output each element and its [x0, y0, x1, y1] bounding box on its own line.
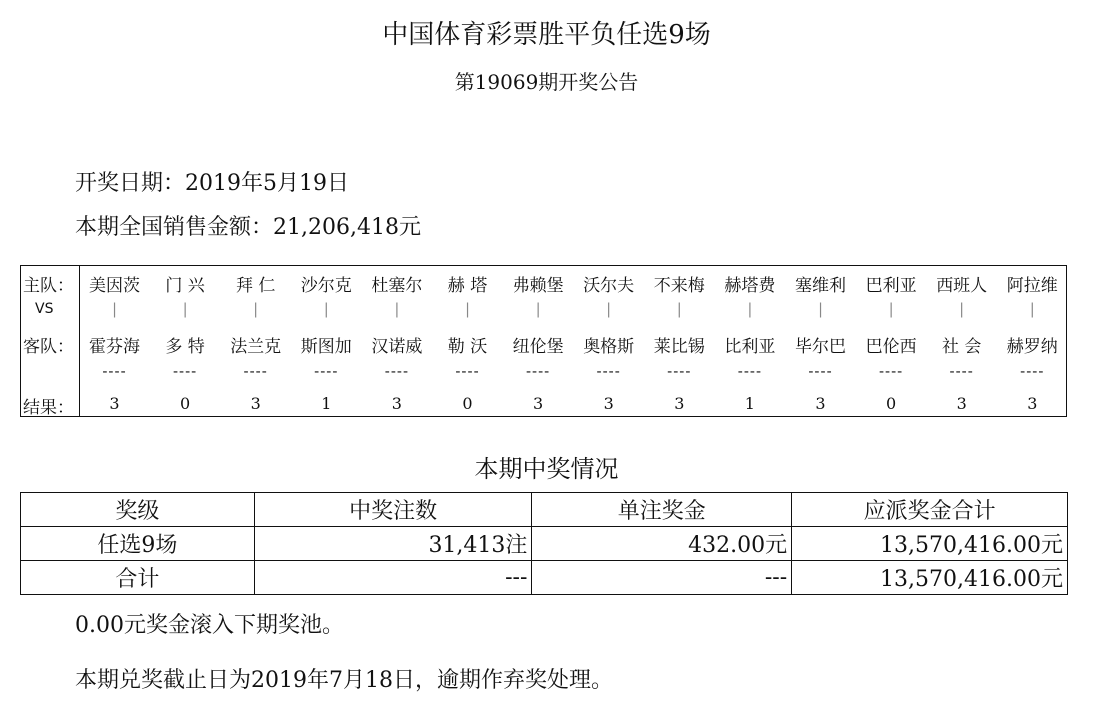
away-team-name: 赫罗纳 [1006, 337, 1058, 357]
home-team-name: 不来梅 [653, 276, 705, 296]
match-column [785, 266, 856, 416]
dash-separator: ---- [737, 362, 763, 380]
home-team-name: 门 兴 [165, 276, 205, 296]
away-team-label: 客队： [23, 337, 74, 357]
vs-separator: | [182, 300, 188, 318]
away-team-name: 法兰克 [230, 337, 282, 357]
issue-subtitle: 第19069期开奖公告 [454, 70, 639, 94]
match-column [856, 266, 927, 416]
vs-separator: | [676, 300, 682, 318]
home-team-name: 西班人 [936, 276, 988, 296]
header-prize-per-bet: 单注奖金 [532, 493, 792, 527]
total-payout-cell: 13,570,416.00元 [792, 527, 1068, 561]
vs-separator: | [606, 300, 612, 318]
vs-separator: | [1029, 300, 1035, 318]
away-team-name: 巴伦西 [865, 337, 917, 357]
vs-separator: | [817, 300, 824, 318]
dash-separator: ---- [878, 362, 904, 380]
away-team-name: 毕尔巴 [795, 337, 846, 357]
header-prize-level: 奖级 [21, 493, 255, 527]
dash-separator: ---- [102, 362, 127, 380]
draw-date: 开奖日期：2019年5月19日 [75, 171, 349, 196]
sales-amount: 本期全国销售金额：21,206,418元 [75, 215, 421, 240]
vs-separator: | [464, 300, 471, 318]
home-team-name: 拜 仁 [235, 276, 276, 296]
dash-separator: ---- [949, 362, 974, 380]
match-result: 3 [815, 394, 826, 413]
dash-separator: ---- [1020, 362, 1045, 380]
total-payout-cell: 13,570,416.00元 [792, 561, 1068, 595]
table-row [21, 561, 1068, 595]
match-result: 3 [391, 394, 402, 413]
dash-separator: ---- [525, 362, 551, 380]
prize-table [20, 492, 1068, 595]
deadline-note: 本期兑奖截止日为2019年7月18日，逾期作弃奖处理。 [75, 668, 613, 693]
vs-label: VS [35, 301, 54, 317]
home-team-name: 沙尔克 [300, 276, 352, 296]
home-team-name: 赫塔费 [724, 276, 776, 296]
away-team-name: 纽伦堡 [512, 337, 564, 357]
winning-count-cell: 31,413注 [254, 527, 532, 561]
match-result: 0 [886, 394, 897, 413]
match-column [926, 266, 997, 416]
match-result: 0 [462, 394, 473, 413]
match-result: 3 [533, 394, 544, 413]
home-team-name: 弗赖堡 [512, 276, 564, 296]
vs-separator: | [959, 300, 965, 318]
match-column [361, 266, 432, 416]
match-column [150, 266, 221, 416]
dash-separator: ---- [596, 362, 621, 380]
home-team-name: 美因茨 [89, 276, 140, 296]
result-label: 结果： [23, 398, 74, 418]
dash-separator: ---- [314, 362, 339, 380]
away-team-name: 莱比锡 [653, 337, 705, 357]
away-team-name: 社 会 [941, 337, 982, 357]
prize-level-cell: 合计 [21, 561, 255, 595]
match-result: 1 [744, 394, 755, 413]
home-team-name: 沃尔夫 [583, 276, 635, 296]
vs-separator: | [535, 300, 541, 318]
vs-separator: | [888, 300, 894, 318]
prize-table-header-row [21, 493, 1068, 527]
home-team-name: 塞维利 [795, 276, 846, 296]
match-column [291, 266, 362, 416]
vs-separator: | [253, 300, 259, 318]
table-row [21, 527, 1068, 561]
prize-per-bet-cell: --- [532, 561, 792, 595]
home-team-name: 杜塞尔 [371, 276, 423, 296]
vs-separator: | [323, 300, 329, 318]
match-column [644, 266, 715, 416]
match-column [503, 266, 574, 416]
match-result: 3 [250, 394, 261, 413]
match-result: 3 [109, 394, 120, 413]
match-column [573, 266, 644, 416]
away-team-name: 奥格斯 [583, 337, 635, 357]
away-team-name: 比利亚 [724, 337, 776, 357]
match-result: 3 [1027, 394, 1038, 413]
match-column [432, 266, 503, 416]
dash-separator: ---- [808, 362, 833, 380]
dash-separator: ---- [455, 362, 480, 380]
match-result: 0 [180, 394, 191, 413]
home-team-name: 赫 塔 [447, 276, 488, 296]
page-title: 中国体育彩票胜平负任选9场 [382, 20, 711, 50]
vs-separator: | [747, 300, 753, 318]
match-result: 3 [674, 394, 685, 413]
winning-count-cell: --- [254, 561, 532, 595]
dash-separator: ---- [384, 362, 410, 380]
match-column [997, 266, 1068, 416]
header-winning-count: 中奖注数 [254, 493, 532, 527]
match-result: 3 [603, 394, 614, 413]
away-team-name: 勒 沃 [447, 337, 488, 357]
dash-separator: ---- [172, 362, 198, 380]
prize-level-cell: 任选9场 [21, 527, 255, 561]
header-total-payout: 应派奖金合计 [792, 493, 1068, 527]
match-column [79, 266, 150, 416]
rollover-note: 0.00元奖金滚入下期奖池。 [75, 613, 344, 638]
match-table [20, 265, 1067, 417]
away-team-name: 多 特 [165, 337, 205, 357]
match-result: 3 [956, 394, 967, 413]
away-team-name: 霍芬海 [89, 337, 140, 357]
vs-separator: | [394, 300, 400, 318]
match-column [220, 266, 291, 416]
vs-separator: | [111, 300, 118, 318]
match-result: 1 [321, 394, 332, 413]
dash-separator: ---- [243, 362, 268, 380]
prize-section-title: 本期中奖情况 [474, 455, 619, 483]
dash-separator: ---- [667, 362, 692, 380]
match-row-labels [21, 266, 80, 416]
match-column [714, 266, 785, 416]
away-team-name: 斯图加 [300, 337, 352, 357]
home-team-name: 巴利亚 [865, 276, 917, 296]
prize-per-bet-cell: 432.00元 [532, 527, 792, 561]
home-team-name: 阿拉维 [1006, 276, 1058, 296]
away-team-name: 汉诺威 [371, 337, 423, 357]
home-team-label: 主队： [23, 276, 74, 296]
